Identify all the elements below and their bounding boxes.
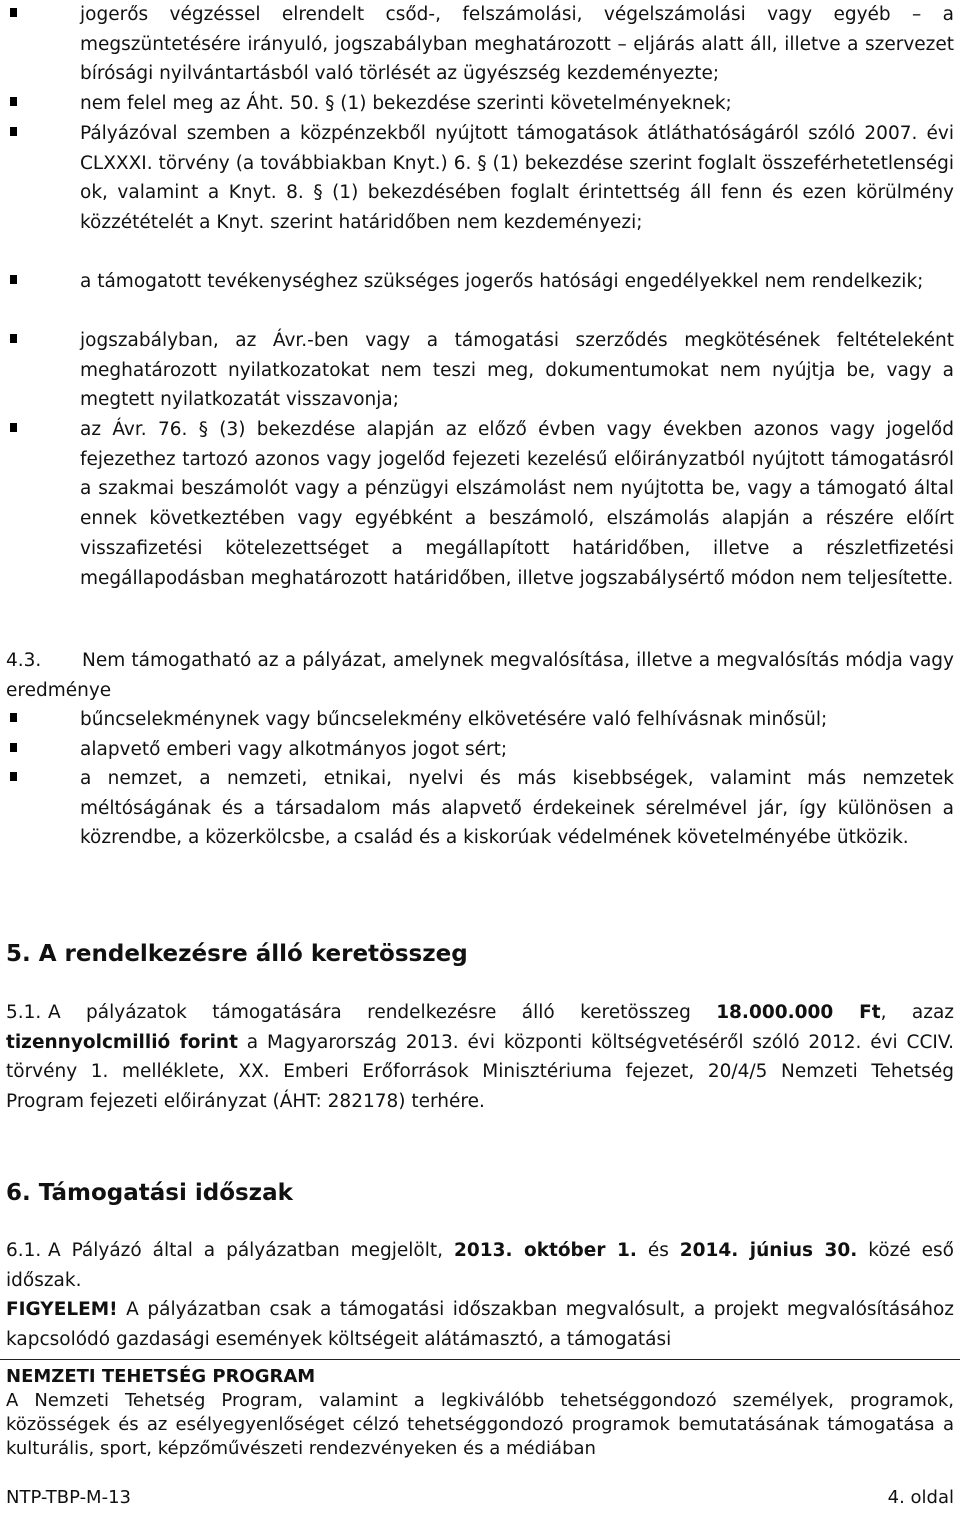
warning-text: A pályázatban csak a támogatási időszakban megvalósult, a projekt megvalósításához kapcsolódó gazdasági események költségeit alátámasztó, a támogatási: [6, 1299, 954, 1350]
list-item: az Ávr. 76. § (3) bekezdése alapján az előző évben vagy években azonos vagy jogelőd fejezethez tartozó azonos vagy jogelőd fejezeti kezelésű előirányzatból nyújtott támogatásról a szakmai beszámolót vagy a pénzügyi elszámolást nem nyújtotta be, vagy a támogató által ennek következtében vagy egyébként a beszámoló, elszámolás alapján a részére előírt visszafizetési kötelezettséget a megállapított határidőben, illetve a részletfizetési megállapodásban meghatározott határidőben, illetve jogszabálysértő módon nem teljesítette.: [80, 419, 954, 589]
bullet-icon: [10, 8, 17, 17]
section-number: 6.1.: [6, 1240, 42, 1261]
warning-paragraph: [6, 1295, 954, 1354]
bullet-icon: [10, 275, 17, 284]
section-number: 4.3.: [6, 650, 42, 671]
end-date: 2014. június 30.: [679, 1240, 858, 1261]
bullet-icon: [10, 743, 17, 752]
footer-divider: [0, 1359, 960, 1360]
bullet-icon: [10, 423, 17, 432]
section-number: 5.1.: [6, 1002, 42, 1023]
bullet-icon: [10, 772, 17, 781]
footer-title: NEMZETI TEHETSÉG PROGRAM: [6, 1366, 316, 1387]
list-item: a nemzet, a nemzeti, etnikai, nyelvi és más kisebbségek, valamint más nemzetek méltóságának és a társadalom más alapvető érdekeinek sérelmével jár, így különösen a közrendbe, a közerkölcsbe, a család és a kiskorúak védelmének követelményébe ütközik.: [80, 768, 954, 849]
paragraph-6-1: [6, 1236, 954, 1295]
text-run: , azaz: [880, 1002, 954, 1023]
list-item: nem felel meg az Áht. 50. § (1) bekezdése szerinti követelményeknek;: [80, 93, 732, 114]
footer-code: NTP-TBP-M-13: [6, 1487, 131, 1508]
bullet-icon: [10, 334, 17, 343]
list-item: bűncselekménynek vagy bűncselekmény elkövetésére való felhívásnak minősül;: [80, 709, 828, 730]
list-item: alapvető emberi vagy alkotmányos jogot sért;: [80, 739, 508, 760]
page-number: 4. oldal: [887, 1487, 954, 1508]
bullet-icon: [10, 127, 17, 136]
bullet-icon: [10, 97, 17, 106]
section-text: Nem támogatható az a pályázat, amelynek megvalósítása, illetve a megvalósítás módja vagy eredménye: [6, 650, 954, 701]
footer-text: A Nemzeti Tehetség Program, valamint a legkiválóbb tehetséggondozó személyek, programok, közösségek és az esélyegyenlőséget célzó tehetséggondozó programok bemutatásának támogatása a kulturális, sport, képzőművészeti rendezvényeken és a médiában: [6, 1390, 954, 1459]
paragraph-4-3: [6, 646, 954, 705]
amount-words: tizennyolcmillió forint: [6, 1031, 238, 1053]
section-heading-6: 6. Támogatási időszak: [6, 1180, 293, 1206]
section-heading-5: 5. A rendelkezésre álló keretösszeg: [6, 941, 468, 967]
text-run: A Pályázó által a pályázatban megjelölt,: [48, 1240, 454, 1261]
amount: 18.000.000 Ft: [716, 1002, 881, 1023]
list-item: Pályázóval szemben a közpénzekből nyújtott támogatások átláthatóságáról szóló 2007. évi CLXXXI. törvény (a továbbiakban Knyt.) 6. § (1) bekezdése szerint foglalt összeférhetetlenségi ok, valamint a Knyt. 8. § (1) bekezdésében foglalt érintettség áll fenn és ezen körülmény közzétételét a Knyt. szerint határidőben nem kezdeményezi;: [80, 123, 954, 234]
list-item: jogszabályban, az Ávr.-ben vagy a támogatási szerződés megkötésének feltételeként meghatározott nyilatkozatokat nem teszi meg, dokumentumokat nem nyújtja be, vagy a megtett nyilatkozatát visszavonja;: [80, 330, 954, 411]
list-item: a támogatott tevékenységhez szükséges jogerős hatósági engedélyekkel nem rendelkezik;: [80, 271, 924, 292]
paragraph-5-1: [6, 998, 954, 1117]
text-run: és: [636, 1240, 680, 1261]
warning-label: FIGYELEM!: [6, 1299, 118, 1320]
list-item: jogerős végzéssel elrendelt csőd-, felszámolási, végelszámolási vagy egyéb – a megszüntetésére irányuló, jogszabályban meghatározott – eljárás alatt áll, illetve a szervezet bírósági nyilvántartásból való törlését az ügyészség kezdeményezte;: [80, 4, 954, 85]
text-run: A pályázatok támogatására rendelkezésre álló keretösszeg: [48, 1002, 717, 1023]
start-date: 2013. október 1.: [453, 1240, 637, 1261]
text-run: közé eső időszak.: [6, 1240, 954, 1291]
text-run: a Magyarország 2013. évi központi költségvetéséről szóló 2012. évi CCIV. törvény 1. melléklete, XX. Emberi Erőforrások Minisztériuma fejezet, 20/4/5 Nemzeti Tehetség Program fejezeti előirányzat (ÁHT: 282178) terhére.: [6, 1031, 954, 1113]
bullet-icon: [10, 713, 17, 722]
